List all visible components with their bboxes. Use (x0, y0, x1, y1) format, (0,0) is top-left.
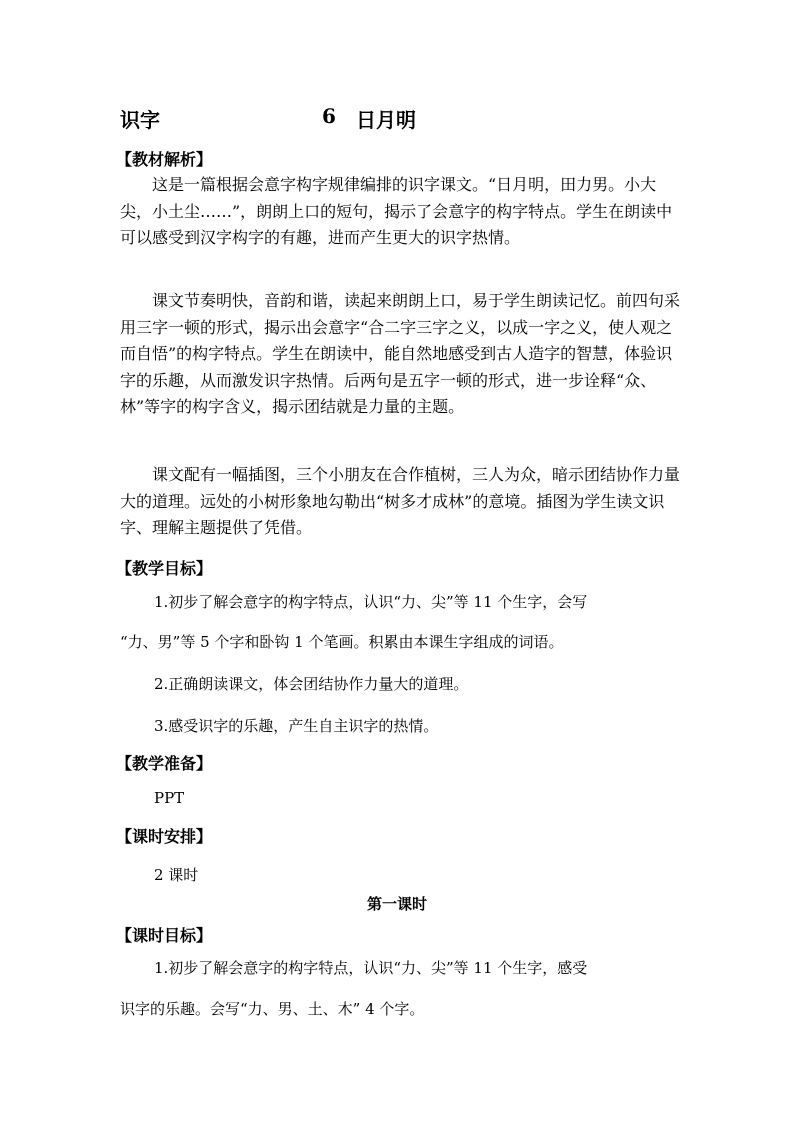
title-name: 日月明 (356, 108, 416, 132)
analysis-paragraph-2: 课文节奏明快，音韵和谐，读起来朗朗上口，易于学生朗读记忆。前四句采用三字一顿的形式，揭示出会意字“合二字三字之义，以成一字之义，使人观之而自悟”的构字特点。学生在朗读中，能自然地感受到古人造字的智慧，体验识字的乐趣，从而激发识字热情。后两句是五字一顿的形式，进一步诠释“众、林”等字的构字含义，揭示团结就是力量的主题。 (120, 291, 681, 416)
goals-heading: 【教学目标】 (116, 559, 213, 578)
goal-1-line-2: “力、男”等 5 个字和卧钩 1 个笔画。积累由本课生字组成的词语。 (120, 633, 564, 651)
lesson-1-goals-heading: 【课时目标】 (116, 926, 213, 945)
lesson-1-goal-line-1: 1.初步了解会意字的构字特点，认识“力、尖”等 11 个生字，感受 (154, 959, 588, 977)
lesson-1-title: 第一课时 (366, 895, 427, 913)
analysis-paragraph-1: 这是一篇根据会意字构字规律编排的识字课文。“日月明，田力男。小大尖，小土尘……”，朗朗上口的短句，揭示了会意字的构字特点。学生在朗读中可以感受到汉字构字的有趣，进而产生更大的识字热情。 (120, 175, 673, 247)
analysis-paragraph-3: 课文配有一幅插图，三个小朋友在合作植树，三人为众，暗示团结协作力量大的道理。远处的小树形象地勾勒出“树多才成林”的意境。插图为学生读文识字、理解主题提供了凭借。 (120, 465, 681, 537)
analysis-heading: 【教材解析】 (116, 150, 213, 169)
schedule-heading: 【课时安排】 (116, 827, 213, 846)
goal-3: 3.感受识字的乐趣，产生自主识字的热情。 (154, 717, 439, 735)
title-number: 6 (322, 104, 336, 128)
schedule-content: 2 课时 (154, 866, 199, 884)
goal-2: 2.正确朗读课文，体会团结协作力量大的道理。 (154, 675, 469, 693)
goal-1-line-1: 1.初步了解会意字的构字特点，认识“力、尖”等 11 个生字，会写 (154, 593, 588, 611)
lesson-1-goal-line-2: 识字的乐趣。会写“力、男、土、木” 4 个字。 (120, 1000, 425, 1018)
prep-heading: 【教学准备】 (116, 754, 213, 773)
title-category: 识字 (120, 108, 160, 132)
prep-content: PPT (154, 789, 185, 807)
